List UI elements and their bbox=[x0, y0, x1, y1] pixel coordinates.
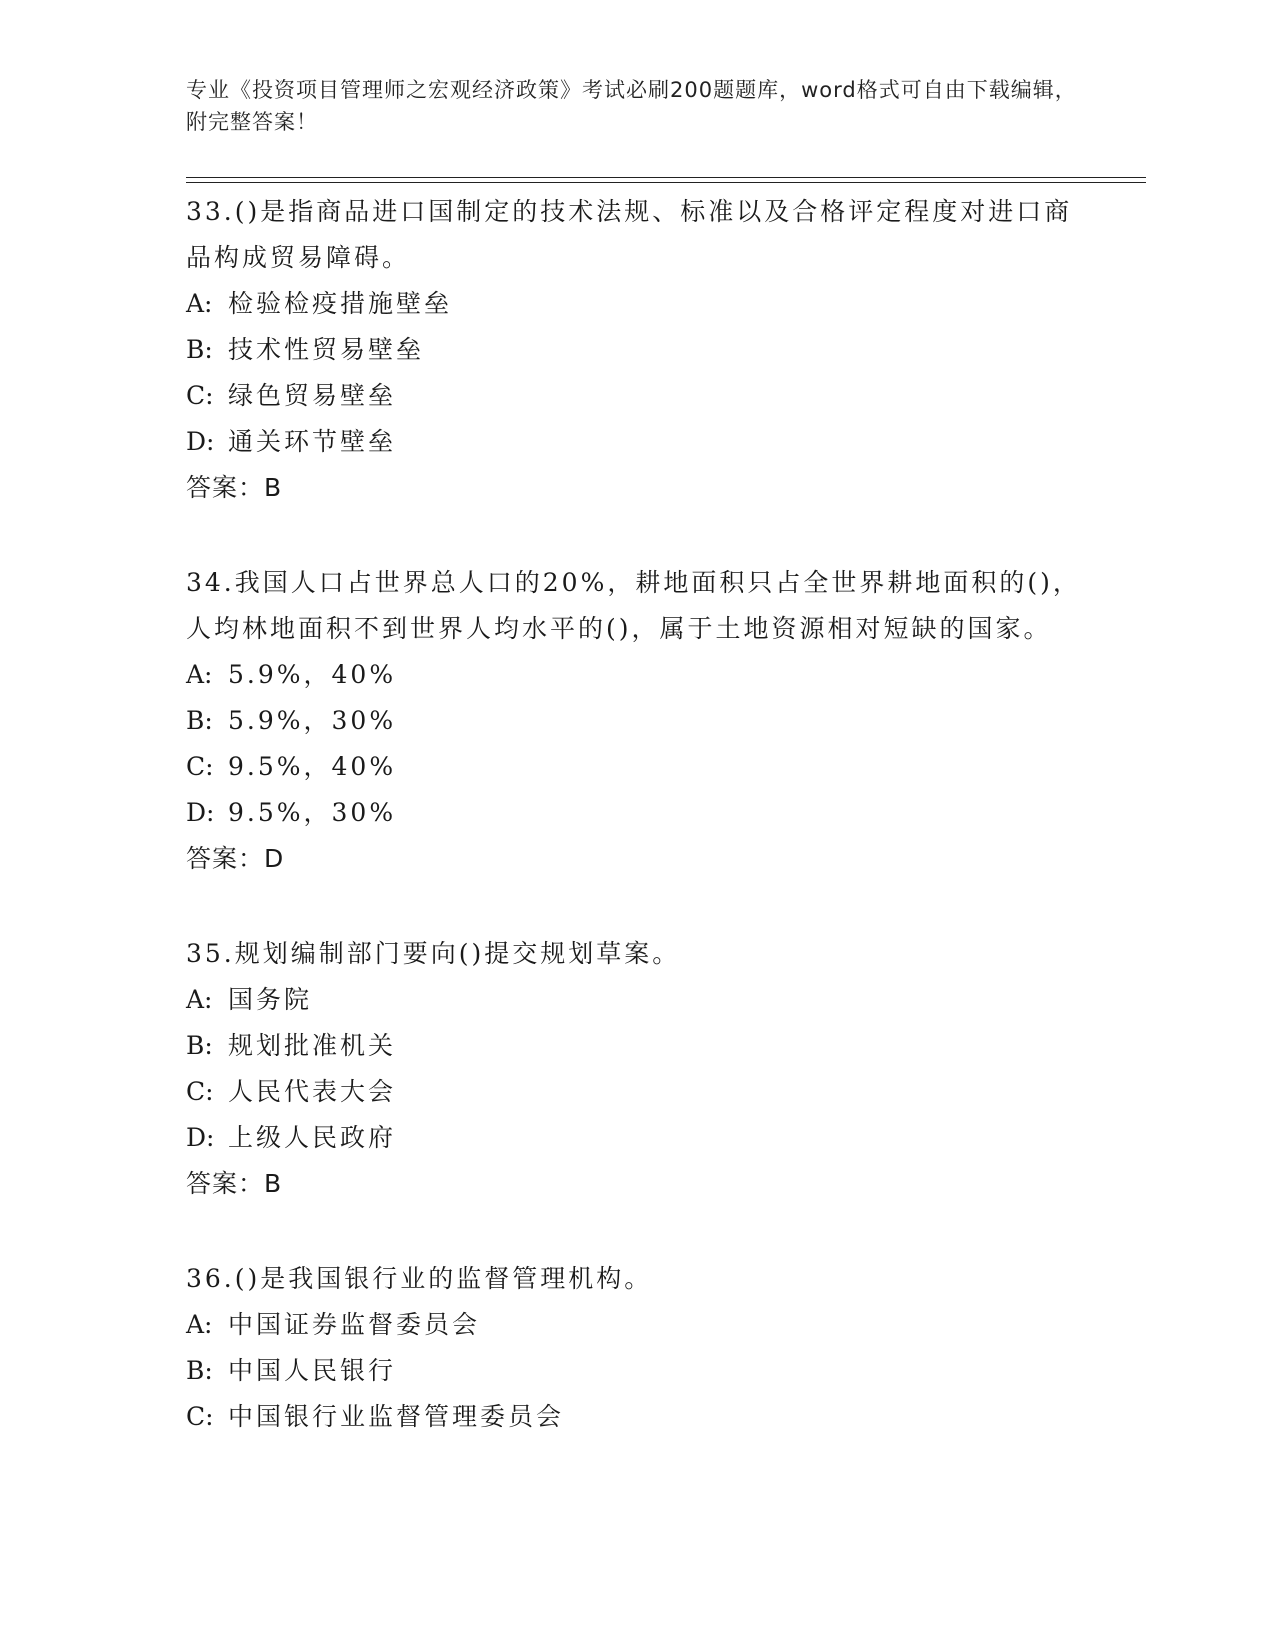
option-letter: B: bbox=[186, 706, 213, 735]
option-letter: C: bbox=[186, 1077, 214, 1106]
option-c bbox=[186, 373, 1086, 419]
option-text: 中国银行业监督管理委员会 bbox=[228, 1402, 565, 1431]
option-a bbox=[186, 1302, 1086, 1348]
option-text: 9.5%，40% bbox=[228, 752, 397, 781]
option-text: 规划批准机关 bbox=[228, 1031, 397, 1060]
option-letter: B: bbox=[186, 335, 213, 364]
option-letter: A: bbox=[186, 1310, 213, 1339]
option-text: 技术性贸易壁垒 bbox=[228, 335, 425, 364]
option-letter: B: bbox=[186, 1356, 213, 1385]
option-b bbox=[186, 1348, 1086, 1394]
option-a bbox=[186, 652, 1086, 698]
option-letter: A: bbox=[186, 289, 213, 318]
option-d bbox=[186, 790, 1086, 836]
option-b bbox=[186, 698, 1086, 744]
option-letter: B: bbox=[186, 1031, 213, 1060]
option-text: 绿色贸易壁垒 bbox=[228, 381, 397, 410]
question-text: 34.我国人口占世界总人口的20%，耕地面积只占全世界耕地面积的()，人均林地面积不到世界人均水平的()，属于土地资源相对短缺的国家。 bbox=[186, 568, 1081, 643]
option-text: 人民代表大会 bbox=[228, 1077, 397, 1106]
answer-text: 答案：D bbox=[186, 844, 285, 873]
option-a bbox=[186, 281, 1086, 327]
question-text: 33.()是指商品进口国制定的技术法规、标准以及合格评定程度对进口商品构成贸易障碍。 bbox=[186, 197, 1073, 272]
header-divider-bottom bbox=[186, 182, 1146, 183]
option-c bbox=[186, 1069, 1086, 1115]
option-text: 5.9%，40% bbox=[228, 660, 397, 689]
option-text: 5.9%，30% bbox=[228, 706, 397, 735]
option-letter: A: bbox=[186, 660, 213, 689]
question-list bbox=[186, 189, 1086, 1489]
option-text: 中国证券监督委员会 bbox=[228, 1310, 481, 1339]
question-35 bbox=[186, 931, 1086, 1207]
option-text: 通关环节壁垒 bbox=[228, 427, 397, 456]
header-divider-top bbox=[186, 177, 1146, 178]
question-text: 35.规划编制部门要向()提交规划草案。 bbox=[186, 939, 681, 968]
option-letter: C: bbox=[186, 1402, 214, 1431]
option-c bbox=[186, 744, 1086, 790]
question-33 bbox=[186, 189, 1086, 511]
option-letter: C: bbox=[186, 752, 214, 781]
option-text: 上级人民政府 bbox=[228, 1123, 397, 1152]
option-letter: D: bbox=[186, 1123, 215, 1152]
option-letter: C: bbox=[186, 381, 214, 410]
question-text: 36.()是我国银行业的监督管理机构。 bbox=[186, 1264, 653, 1293]
option-text: 中国人民银行 bbox=[228, 1356, 397, 1385]
answer-text: 答案：B bbox=[186, 1169, 283, 1198]
question-34 bbox=[186, 560, 1086, 882]
option-b bbox=[186, 1023, 1086, 1069]
option-c bbox=[186, 1394, 1086, 1440]
option-text: 国务院 bbox=[228, 985, 313, 1014]
answer-text: 答案：B bbox=[186, 473, 283, 502]
option-d bbox=[186, 1115, 1086, 1161]
option-text: 9.5%，30% bbox=[228, 798, 397, 827]
document-header: 专业《投资项目管理师之宏观经济政策》考试必刷200题题库，word格式可自由下载编辑，附完整答案！ bbox=[186, 78, 1077, 134]
option-b bbox=[186, 327, 1086, 373]
question-36 bbox=[186, 1256, 1086, 1440]
option-letter: A: bbox=[186, 985, 213, 1014]
option-letter: D: bbox=[186, 427, 215, 456]
option-a bbox=[186, 977, 1086, 1023]
option-text: 检验检疫措施壁垒 bbox=[228, 289, 453, 318]
option-letter: D: bbox=[186, 798, 215, 827]
option-d bbox=[186, 419, 1086, 465]
